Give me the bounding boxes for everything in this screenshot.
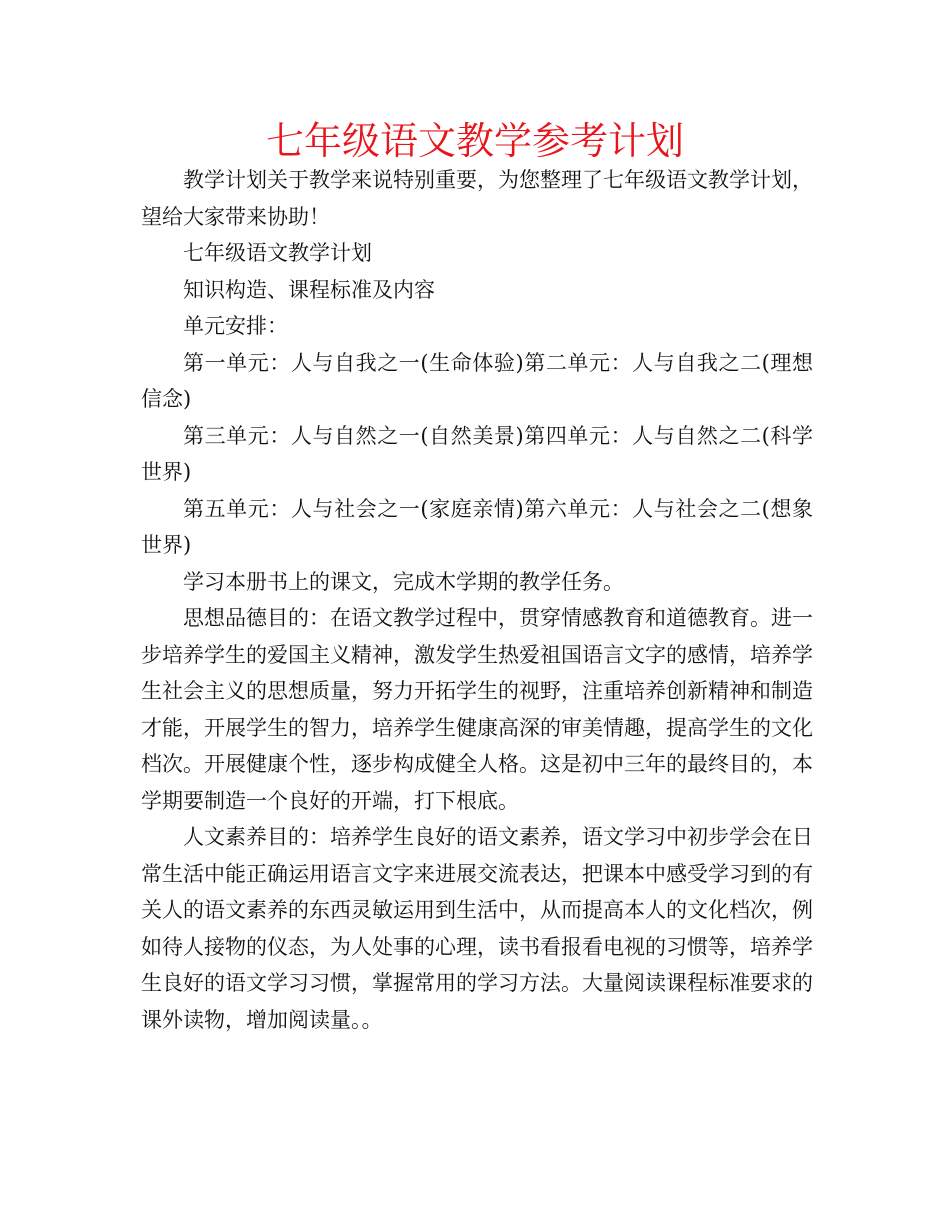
paragraph-plan-heading: 七年级语文教学计划 [183,241,372,265]
paragraph-structure-heading: 知识构造、课程标准及内容 [183,277,435,302]
paragraph-task: 学习本册书上的课文，完成木学期的教学任务。 [183,569,624,594]
paragraph-units-1-2: 第一单元：人与自我之一(生命体验)第二单元：人与自我之二(理想信念) [141,350,813,411]
paragraph-moral-goal: 思想品德目的：在语文教学过程中，贯穿情感教育和道德教育。进一步培养学生的爱国主义精神，激发学生热爱祖国语言文字的感情，培养学生社会主义的思想质量，努力开拓学生的视野，注重培养创新精神和制造才能，开展学生的智力，培养学生健康高深的审美情趣，提高学生的文化档次。开展健康个性，逐步构成健全人格。这是初中三年的最终目的，本学期要制造一个良好的开端，打下根底。 [141,606,813,813]
document-title: 七年级语文教学参考计划 [265,119,684,163]
paragraph-units-5-6: 第五单元：人与社会之一(家庭亲情)第六单元：人与社会之二(想象世界) [141,496,813,557]
paragraph-unit-heading: 单元安排： [183,314,288,338]
paragraph-humanities-goal: 人文素养目的：培养学生良好的语文素养，语文学习中初步学会在日常生活中能正确运用语言文字来进展交流表达，把课本中感受学习到的有关人的语文素养的东西灵敏运用到生活中，从而提高本人的文化档次，例如待人接物的仪态，为人处事的心理，读书看报看电视的习惯等，培养学生良好的语文学习习惯，掌握常用的学习方法。大量阅读课程标准要求的课外读物，增加阅读量。。 [141,825,813,1032]
document-body [141,162,813,1038]
paragraph-intro: 教学计划关于教学来说特别重要，为您整理了七年级语文教学计划，望给大家带来协助！ [141,168,813,229]
paragraph-units-3-4: 第三单元：人与自然之一(自然美景)第四单元：人与自然之二(科学世界) [141,423,813,484]
